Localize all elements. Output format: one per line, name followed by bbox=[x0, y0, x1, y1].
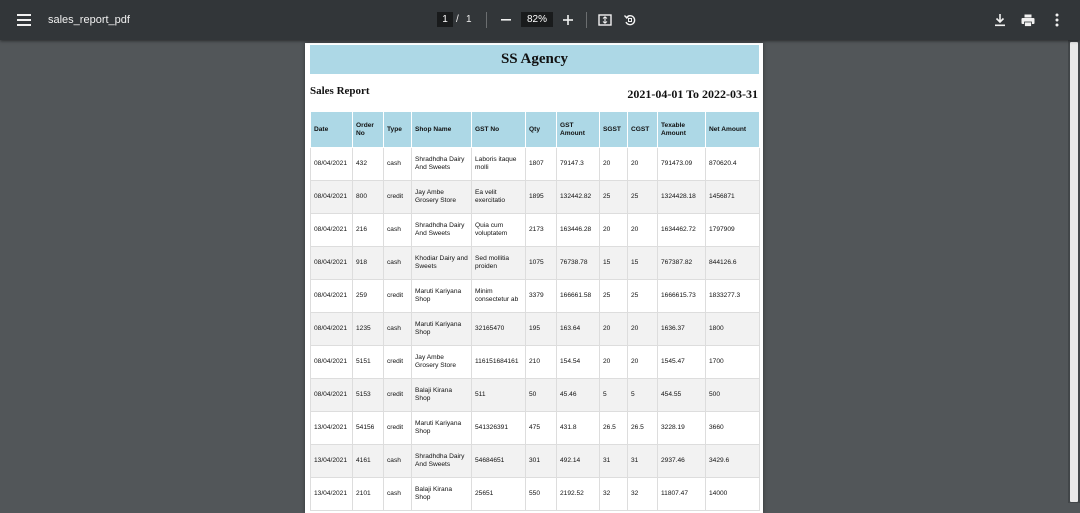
table-cell: 32165470 bbox=[472, 313, 526, 346]
table-cell: 20 bbox=[628, 313, 658, 346]
table-cell: 432 bbox=[353, 148, 384, 181]
table-cell: 1636.37 bbox=[658, 313, 706, 346]
table-cell: 08/04/2021 bbox=[311, 379, 353, 412]
table-row bbox=[311, 346, 760, 379]
table-cell: 13/04/2021 bbox=[311, 445, 353, 478]
table-cell: credit bbox=[384, 412, 412, 445]
table-cell: 08/04/2021 bbox=[311, 181, 353, 214]
table-row bbox=[311, 214, 760, 247]
table-cell: 20 bbox=[628, 214, 658, 247]
table-cell: credit bbox=[384, 280, 412, 313]
table-cell: cash bbox=[384, 247, 412, 280]
table-cell: 25 bbox=[628, 280, 658, 313]
table-cell: 25 bbox=[600, 181, 628, 214]
table-cell: 1456871 bbox=[706, 181, 760, 214]
table-cell: 166661.58 bbox=[557, 280, 600, 313]
page-number-input[interactable]: 1 bbox=[437, 12, 453, 27]
table-row bbox=[311, 478, 760, 511]
table-cell: Maruti Kariyana Shop bbox=[412, 280, 472, 313]
column-header: GST No bbox=[472, 112, 526, 148]
table-cell: 79147.3 bbox=[557, 148, 600, 181]
table-cell: 08/04/2021 bbox=[311, 313, 353, 346]
column-header: Net Amount bbox=[706, 112, 760, 148]
table-cell: credit bbox=[384, 379, 412, 412]
table-cell: 20 bbox=[600, 313, 628, 346]
table-cell: 26.5 bbox=[600, 412, 628, 445]
table-row bbox=[311, 445, 760, 478]
menu-icon[interactable] bbox=[14, 11, 34, 29]
table-cell: Minim consectetur ab bbox=[472, 280, 526, 313]
report-title: Sales Report bbox=[310, 85, 370, 97]
table-cell: 767387.82 bbox=[658, 247, 706, 280]
table-cell: 26.5 bbox=[628, 412, 658, 445]
column-header: CGST bbox=[628, 112, 658, 148]
table-cell: 918 bbox=[353, 247, 384, 280]
table-cell: Jay Ambe Grosery Store bbox=[412, 346, 472, 379]
table-cell: 08/04/2021 bbox=[311, 247, 353, 280]
table-row bbox=[311, 247, 760, 280]
table-cell: 259 bbox=[353, 280, 384, 313]
more-vert-icon[interactable] bbox=[1049, 12, 1065, 28]
table-cell: 50 bbox=[526, 379, 557, 412]
pdf-page bbox=[305, 43, 763, 513]
table-cell: 195 bbox=[526, 313, 557, 346]
table-cell: 216 bbox=[353, 214, 384, 247]
table-cell: 1800 bbox=[706, 313, 760, 346]
scrollbar-thumb[interactable] bbox=[1070, 42, 1078, 502]
table-cell: 301 bbox=[526, 445, 557, 478]
table-cell: Quia cum voluptatem bbox=[472, 214, 526, 247]
table-cell: 32 bbox=[600, 478, 628, 511]
table-cell: 116151684161 bbox=[472, 346, 526, 379]
table-cell: Maruti Kariyana Shop bbox=[412, 313, 472, 346]
table-cell: 15 bbox=[628, 247, 658, 280]
table-cell: Balaji Kirana Shop bbox=[412, 379, 472, 412]
table-row bbox=[311, 313, 760, 346]
table-cell: 870620.4 bbox=[706, 148, 760, 181]
table-cell: 1700 bbox=[706, 346, 760, 379]
table-cell: 5 bbox=[600, 379, 628, 412]
table-cell: 475 bbox=[526, 412, 557, 445]
table-cell: 31 bbox=[600, 445, 628, 478]
column-header: Type bbox=[384, 112, 412, 148]
table-row bbox=[311, 148, 760, 181]
table-cell: Laboris itaque molli bbox=[472, 148, 526, 181]
report-date-range: 2021-04-01 To 2022-03-31 bbox=[627, 87, 758, 101]
table-cell: 45.46 bbox=[557, 379, 600, 412]
table-cell: 08/04/2021 bbox=[311, 214, 353, 247]
table-cell: 1807 bbox=[526, 148, 557, 181]
table-cell: 541326391 bbox=[472, 412, 526, 445]
table-cell: credit bbox=[384, 346, 412, 379]
table-cell: 14000 bbox=[706, 478, 760, 511]
table-cell: 1895 bbox=[526, 181, 557, 214]
table-cell: 20 bbox=[600, 214, 628, 247]
table-row bbox=[311, 379, 760, 412]
table-cell: 20 bbox=[600, 148, 628, 181]
table-cell: 1235 bbox=[353, 313, 384, 346]
table-cell: 500 bbox=[706, 379, 760, 412]
table-cell: cash bbox=[384, 214, 412, 247]
table-cell: 3429.6 bbox=[706, 445, 760, 478]
table-cell: 08/04/2021 bbox=[311, 148, 353, 181]
table-cell: Jay Ambe Grosery Store bbox=[412, 181, 472, 214]
table-cell: 844126.6 bbox=[706, 247, 760, 280]
table-cell: 550 bbox=[526, 478, 557, 511]
table-cell: 454.55 bbox=[658, 379, 706, 412]
table-cell: 13/04/2021 bbox=[311, 478, 353, 511]
toolbar-divider bbox=[586, 12, 587, 28]
table-cell: 154.54 bbox=[557, 346, 600, 379]
pdf-toolbar bbox=[0, 0, 1080, 40]
table-cell: 511 bbox=[472, 379, 526, 412]
table-cell: credit bbox=[384, 181, 412, 214]
table-cell: 132442.82 bbox=[557, 181, 600, 214]
table-cell: 2101 bbox=[353, 478, 384, 511]
table-cell: 13/04/2021 bbox=[311, 412, 353, 445]
plus-icon[interactable] bbox=[560, 12, 576, 28]
table-cell: Balaji Kirana Shop bbox=[412, 478, 472, 511]
column-header: Texable Amount bbox=[658, 112, 706, 148]
table-cell: 800 bbox=[353, 181, 384, 214]
table-row bbox=[311, 280, 760, 313]
table-cell: 431.8 bbox=[557, 412, 600, 445]
table-cell: Maruti Kariyana Shop bbox=[412, 412, 472, 445]
table-cell: 1797909 bbox=[706, 214, 760, 247]
table-cell: 3228.19 bbox=[658, 412, 706, 445]
table-cell: 31 bbox=[628, 445, 658, 478]
table-cell: 25 bbox=[600, 280, 628, 313]
table-header-row bbox=[311, 112, 760, 148]
document-title: sales_report_pdf bbox=[48, 14, 130, 26]
column-header: Qty bbox=[526, 112, 557, 148]
table-cell: 1634462.72 bbox=[658, 214, 706, 247]
column-header: Order No bbox=[353, 112, 384, 148]
sales-table bbox=[310, 111, 760, 511]
table-row bbox=[311, 181, 760, 214]
table-cell: 5 bbox=[628, 379, 658, 412]
rotate-icon[interactable] bbox=[622, 12, 638, 28]
table-cell: 25651 bbox=[472, 478, 526, 511]
table-cell: 54684651 bbox=[472, 445, 526, 478]
table-cell: 20 bbox=[600, 346, 628, 379]
table-cell: 3660 bbox=[706, 412, 760, 445]
table-cell: 4161 bbox=[353, 445, 384, 478]
fit-to-page-icon[interactable] bbox=[597, 12, 613, 28]
table-cell: 20 bbox=[628, 148, 658, 181]
table-cell: Shradhdha Dairy And Sweets bbox=[412, 148, 472, 181]
table-cell: 15 bbox=[600, 247, 628, 280]
table-cell: 54156 bbox=[353, 412, 384, 445]
table-row bbox=[311, 412, 760, 445]
page-total: 1 bbox=[466, 14, 472, 25]
table-cell: 2937.46 bbox=[658, 445, 706, 478]
table-cell: 1666615.73 bbox=[658, 280, 706, 313]
table-cell: 32 bbox=[628, 478, 658, 511]
table-cell: 1324428.18 bbox=[658, 181, 706, 214]
column-header: GST Amount bbox=[557, 112, 600, 148]
table-cell: cash bbox=[384, 148, 412, 181]
print-icon[interactable] bbox=[1020, 12, 1036, 28]
table-cell: cash bbox=[384, 445, 412, 478]
table-cell: 5151 bbox=[353, 346, 384, 379]
table-cell: 25 bbox=[628, 181, 658, 214]
table-cell: 1545.47 bbox=[658, 346, 706, 379]
table-cell: Shradhdha Dairy And Sweets bbox=[412, 214, 472, 247]
table-cell: 163.64 bbox=[557, 313, 600, 346]
table-cell: 20 bbox=[628, 346, 658, 379]
table-cell: 1075 bbox=[526, 247, 557, 280]
column-header: Date bbox=[311, 112, 353, 148]
table-cell: 163446.28 bbox=[557, 214, 600, 247]
table-cell: Ea velit exercitatio bbox=[472, 181, 526, 214]
table-cell: 492.14 bbox=[557, 445, 600, 478]
download-icon[interactable] bbox=[992, 12, 1008, 28]
table-cell: 76738.78 bbox=[557, 247, 600, 280]
table-cell: 2173 bbox=[526, 214, 557, 247]
table-cell: cash bbox=[384, 313, 412, 346]
table-cell: 11807.47 bbox=[658, 478, 706, 511]
table-cell: 2192.52 bbox=[557, 478, 600, 511]
zoom-level-input[interactable]: 82% bbox=[521, 12, 553, 27]
minus-icon[interactable] bbox=[498, 12, 514, 28]
toolbar-divider bbox=[486, 12, 487, 28]
table-cell: 791473.09 bbox=[658, 148, 706, 181]
table-cell: cash bbox=[384, 478, 412, 511]
table-cell: Khodiar Dairy and Sweets bbox=[412, 247, 472, 280]
page-separator: / bbox=[456, 14, 459, 25]
table-cell: Sed mollitia proiden bbox=[472, 247, 526, 280]
column-header: Shop Name bbox=[412, 112, 472, 148]
table-cell: 5153 bbox=[353, 379, 384, 412]
company-name: SS Agency bbox=[310, 45, 759, 74]
table-cell: 1833277.3 bbox=[706, 280, 760, 313]
table-cell: 3379 bbox=[526, 280, 557, 313]
table-cell: 08/04/2021 bbox=[311, 280, 353, 313]
column-header: SGST bbox=[600, 112, 628, 148]
table-cell: Shradhdha Dairy And Sweets bbox=[412, 445, 472, 478]
table-cell: 210 bbox=[526, 346, 557, 379]
table-cell: 08/04/2021 bbox=[311, 346, 353, 379]
